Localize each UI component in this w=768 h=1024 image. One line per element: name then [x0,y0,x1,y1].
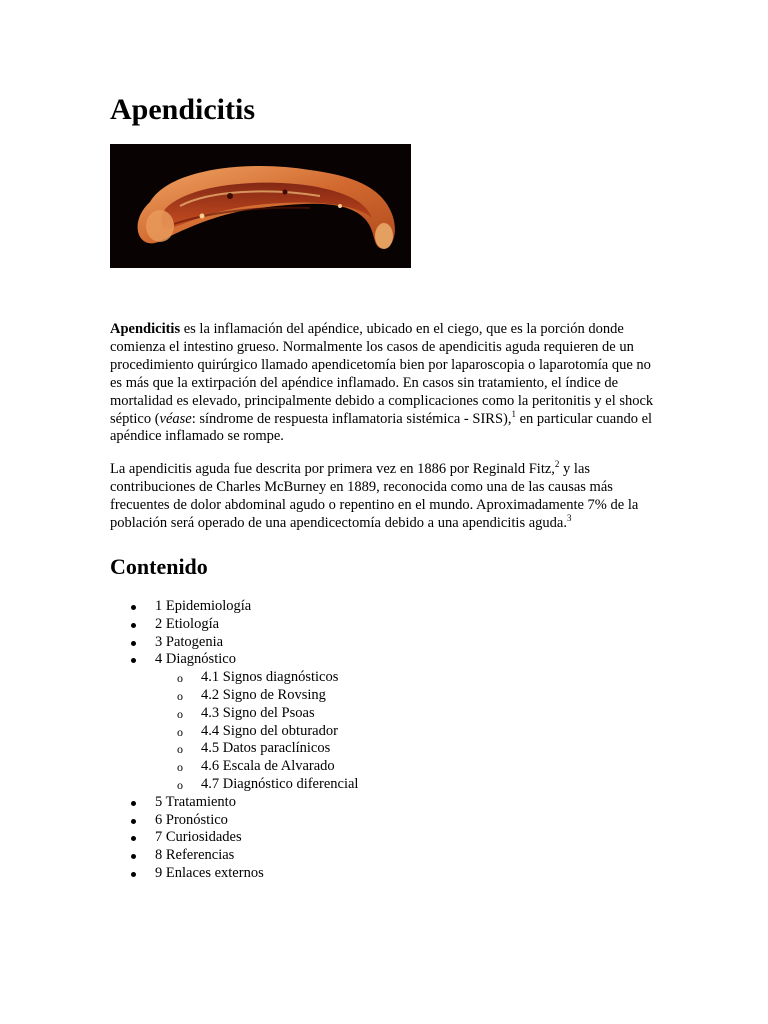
toc-item-diagnostico-label[interactable]: 4 Diagnóstico [155,651,236,668]
toc-item-epidemiologia[interactable]: 1 Epidemiología [110,598,358,616]
toc-sublist-diagnostico [155,669,358,794]
intro-paragraph [110,321,666,446]
history-text-a: La apendicitis aguda fue descrita por primera vez en 1886 por Reginald Fitz, [110,461,555,477]
toc-item-diagnostico [110,651,358,793]
ref-link-1[interactable]: 1 [511,408,516,419]
toc-item-referencias[interactable]: 8 Referencias [110,847,358,865]
history-paragraph [110,461,666,533]
intro-text-b: : síndrome de respuesta inflamatoria sistémica - SIRS), [191,410,512,427]
toc-subitem-signos-diagnosticos[interactable]: o 4.1 Signos diagnósticos [110,669,358,687]
toc-subitem-escala-alvarado[interactable]: o 4.6 Escala de Alvarado [110,758,358,776]
history-text-b: y las contribuciones de Charles McBurney en 1889, reconocida como una de las causas más frecuentes de dolor abdominal agudo o repentino en el mundo. Aproximadamente 7% de la población será operado de una apendicectomía debido a una apendicitis aguda. [110,461,639,531]
ref-link-2[interactable]: 2 [554,459,560,469]
toc-item-etiologia[interactable]: 2 Etiología [110,616,358,634]
toc-subitem-signo-obturador[interactable]: o 4.4 Signo del obturador [110,723,358,741]
intro-text-c: en particular cuando el apéndice inflamado se rompe. [110,410,653,445]
toc-subitem-signo-psoas[interactable]: o 4.3 Signo del Psoas [110,705,358,723]
table-of-contents [110,598,358,883]
ref-link-3[interactable]: 3 [566,512,572,523]
toc-heading: Contenido [110,554,208,579]
toc-item-enlaces-externos[interactable]: 9 Enlaces externos [110,865,358,883]
bold-term: Apendicitis [110,321,181,337]
page-title: Apendicitis [110,93,256,126]
intro-text-a: es la inflamación del apéndice, ubicado en el ciego, que es la porción donde comienza el intestino grueso. Normalmente los casos de apendicitis aguda requieren de un procedimiento quirúrgico llamado apendicetomía bien por laparoscopia o laparotomía que no es más que la extirpación del apéndice inflamado. En casos sin tratamiento, el índice de mortalidad es elevado, principalmente debido a complicaciones como la peritonitis y el shock séptico ( [110,321,654,427]
appendix-photo [110,144,411,268]
toc-item-curiosidades[interactable]: 7 Curiosidades [110,829,358,847]
toc-subitem-signo-rovsing[interactable]: o 4.2 Signo de Rovsing [110,687,358,705]
toc-item-tratamiento[interactable]: 5 Tratamiento [110,794,358,812]
toc-subitem-datos-paraclinicos[interactable]: o 4.5 Datos paraclínicos [110,740,358,758]
toc-item-pronostico[interactable]: 6 Pronóstico [110,812,358,830]
intro-italic: véase [159,410,192,427]
toc-subitem-diagnostico-diferencial[interactable]: o 4.7 Diagnóstico diferencial [110,776,358,794]
toc-item-patogenia[interactable]: 3 Patogenia [110,634,358,652]
